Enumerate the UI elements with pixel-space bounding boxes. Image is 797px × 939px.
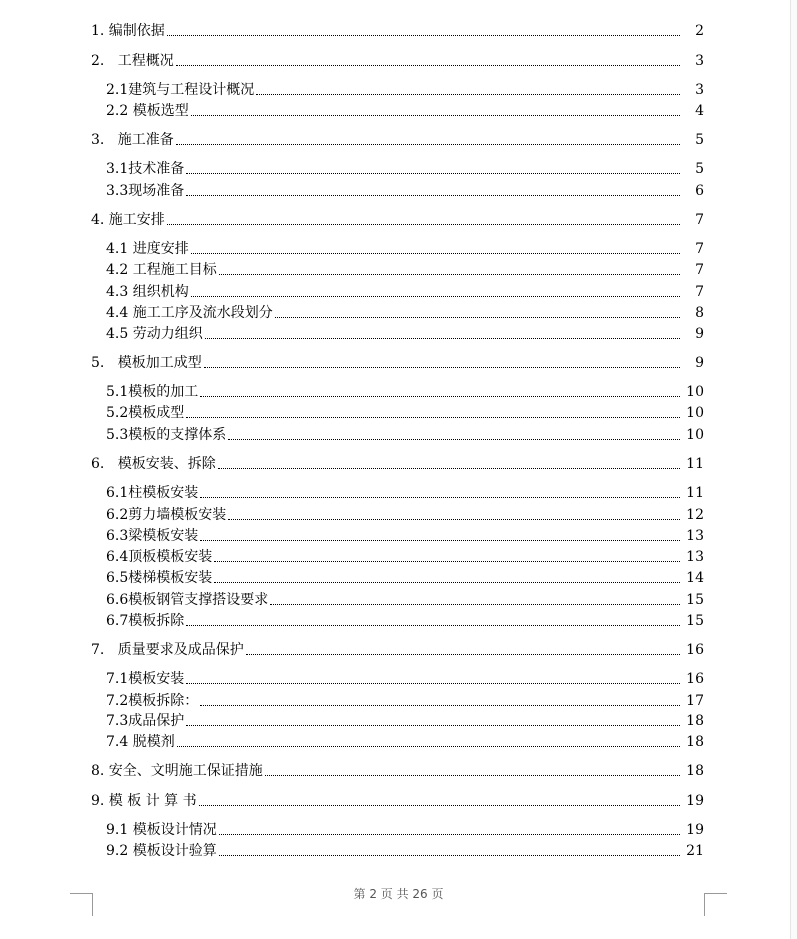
toc-dot-leader: [177, 745, 680, 747]
toc-entry-page-number: 9: [695, 355, 704, 371]
toc-entry-title: 4.1 进度安排: [106, 241, 189, 257]
toc-entry-title: 3.3现场准备: [106, 183, 185, 199]
toc-entry-page-number: 21: [686, 843, 704, 859]
toc-dot-leader: [191, 295, 680, 297]
toc-entry[interactable]: [0, 546, 797, 566]
toc-entry-page-number: 18: [686, 713, 704, 729]
toc-entry-title: 2. 工程概况: [91, 53, 174, 69]
toc-entry-title: 1. 编制依据: [91, 23, 165, 39]
toc-entry-title: 9. 模 板 计 算 书: [91, 793, 197, 809]
toc-entry[interactable]: [0, 20, 797, 40]
toc-entry[interactable]: [0, 352, 797, 372]
footer-corner-mark-left: [70, 893, 93, 916]
toc-entry[interactable]: [0, 79, 797, 99]
toc-entry-page-number: 6: [695, 183, 704, 199]
toc-entry-page-number: 7: [695, 262, 704, 278]
toc-dot-leader: [228, 438, 680, 440]
toc-entry-title: 3. 施工准备: [91, 132, 174, 148]
toc-dot-leader: [214, 560, 680, 562]
toc-entry-page-number: 19: [686, 822, 704, 838]
toc-dot-leader: [204, 366, 680, 368]
toc-dot-leader: [167, 223, 680, 225]
toc-dot-leader: [246, 653, 680, 655]
toc-entry[interactable]: [0, 731, 797, 751]
toc-entry-title: 5. 模板加工成型: [91, 355, 202, 371]
toc-entry[interactable]: [0, 100, 797, 120]
toc-dot-leader: [199, 804, 680, 806]
toc-dot-leader: [186, 416, 680, 418]
toc-entry-title: 4.4 施工工序及流水段划分: [106, 305, 273, 321]
toc-entry[interactable]: [0, 589, 797, 609]
toc-entry[interactable]: [0, 424, 797, 444]
toc-entry[interactable]: [0, 639, 797, 659]
toc-dot-leader: [228, 518, 680, 520]
toc-entry-title: 3.1技术准备: [106, 161, 185, 177]
toc-dot-leader: [219, 854, 680, 856]
toc-entry-title: 2.1建筑与工程设计概况: [106, 82, 255, 98]
toc-entry-page-number: 13: [686, 549, 704, 565]
toc-entry[interactable]: [0, 381, 797, 401]
toc-entry-title: 4.3 组织机构: [106, 284, 189, 300]
toc-entry-title: 6.3梁模板安装: [106, 528, 199, 544]
toc-entry[interactable]: [0, 180, 797, 200]
toc-entry-title: 5.3模板的支撑体系: [106, 427, 227, 443]
toc-entry-title: 4. 施工安排: [91, 212, 165, 228]
toc-entry-page-number: 7: [695, 241, 704, 257]
toc-entry-title: 7.4 脱模剂: [106, 734, 175, 750]
toc-entry-page-number: 16: [686, 671, 704, 687]
toc-entry-page-number: 19: [686, 793, 704, 809]
toc-dot-leader: [200, 395, 680, 397]
toc-entry-title: 4.2 工程施工目标: [106, 262, 217, 278]
toc-entry-page-number: 5: [695, 161, 704, 177]
toc-dot-leader: [218, 467, 680, 469]
toc-entry[interactable]: [0, 504, 797, 524]
toc-dot-leader: [219, 273, 680, 275]
toc-entry[interactable]: [0, 323, 797, 343]
toc-entry-page-number: 18: [686, 763, 704, 779]
toc-entry[interactable]: [0, 819, 797, 839]
toc-entry[interactable]: [0, 402, 797, 422]
toc-entry[interactable]: [0, 710, 797, 730]
toc-entry-title: 6. 模板安装、拆除: [91, 456, 216, 472]
toc-dot-leader: [176, 64, 680, 66]
toc-dot-leader: [167, 34, 680, 36]
toc-entry-title: 9.1 模板设计情况: [106, 822, 217, 838]
toc-entry[interactable]: [0, 482, 797, 502]
toc-entry-page-number: 17: [686, 693, 704, 709]
toc-entry[interactable]: [0, 158, 797, 178]
toc-dot-leader: [275, 316, 680, 318]
toc-entry[interactable]: [0, 259, 797, 279]
toc-entry-page-number: 2: [695, 23, 704, 39]
toc-entry-title: 6.1柱模板安装: [106, 485, 199, 501]
toc-entry-page-number: 3: [695, 82, 704, 98]
toc-dot-leader: [214, 581, 680, 583]
toc-dot-leader: [256, 93, 680, 95]
toc-entry-title: 6.7模板拆除: [106, 613, 185, 629]
toc-entry-title: 9.2 模板设计验算: [106, 843, 217, 859]
toc-entry-page-number: 10: [686, 384, 704, 400]
toc-dot-leader: [200, 539, 680, 541]
toc-dot-leader: [219, 833, 680, 835]
toc-entry[interactable]: [0, 760, 797, 780]
toc-entry-page-number: 7: [695, 212, 704, 228]
toc-entry[interactable]: [0, 238, 797, 258]
toc-dot-leader: [186, 194, 680, 196]
toc-entry-title: 7. 质量要求及成品保护: [91, 642, 244, 658]
toc-dot-leader: [191, 114, 680, 116]
toc-entry-title: 4.5 劳动力组织: [106, 326, 203, 342]
toc-entry-page-number: 4: [695, 103, 704, 119]
toc-entry[interactable]: [0, 525, 797, 545]
footer-corner-mark-right: [704, 893, 727, 916]
toc-dot-leader: [200, 496, 680, 498]
toc-dot-leader: [205, 337, 680, 339]
toc-entry[interactable]: [0, 281, 797, 301]
toc-dot-leader: [186, 624, 680, 626]
toc-dot-leader: [200, 704, 680, 706]
toc-entry-title: 5.1模板的加工: [106, 384, 199, 400]
toc-dot-leader: [191, 252, 680, 254]
toc-entry-page-number: 18: [686, 734, 704, 750]
toc-entry-page-number: 3: [695, 53, 704, 69]
toc-entry-title: 6.6模板钢管支撑搭设要求: [106, 592, 269, 608]
toc-entry[interactable]: [0, 840, 797, 860]
toc-entry[interactable]: [0, 610, 797, 630]
toc-entry-title: 7.3成品保护: [106, 713, 185, 729]
toc-entry-title: 5.2模板成型: [106, 405, 185, 421]
toc-entry-title: 2.2 模板选型: [106, 103, 189, 119]
toc-dot-leader: [186, 682, 680, 684]
toc-entry-title: 6.2剪力墙模板安装: [106, 507, 227, 523]
toc-entry[interactable]: [0, 50, 797, 70]
toc-dot-leader: [176, 143, 680, 145]
toc-entry-title: 6.4顶板模板安装: [106, 549, 213, 565]
toc-entry-page-number: 8: [695, 305, 704, 321]
toc-entry-page-number: 12: [686, 507, 704, 523]
page-footer: 第 2 页 共 26 页: [353, 887, 444, 901]
toc-dot-leader: [186, 172, 680, 174]
toc-entry-page-number: 9: [695, 326, 704, 342]
toc-entry-page-number: 16: [686, 642, 704, 658]
toc-dot-leader: [270, 603, 680, 605]
toc-entry-page-number: 7: [695, 284, 704, 300]
toc-entry-page-number: 13: [686, 528, 704, 544]
toc-entry[interactable]: [0, 790, 797, 810]
toc-entry-page-number: 15: [686, 613, 704, 629]
toc-entry[interactable]: [0, 690, 797, 710]
toc-entry[interactable]: [0, 453, 797, 473]
toc-entry-page-number: 10: [686, 427, 704, 443]
toc-entry-page-number: 5: [695, 132, 704, 148]
toc-entry-page-number: 11: [686, 485, 704, 501]
toc-entry[interactable]: [0, 129, 797, 149]
toc-dot-leader: [186, 724, 680, 726]
toc-entry-page-number: 15: [686, 592, 704, 608]
toc-entry[interactable]: [0, 209, 797, 229]
toc-entry-title: 8. 安全、文明施工保证措施: [91, 763, 263, 779]
toc-entry[interactable]: [0, 302, 797, 322]
toc-entry[interactable]: [0, 668, 797, 688]
toc-entry-title: 6.5楼梯模板安装: [106, 570, 213, 586]
toc-entry-title: 7.2模板拆除：: [106, 693, 199, 709]
toc-entry-page-number: 11: [686, 456, 704, 472]
toc-dot-leader: [265, 774, 680, 776]
toc-entry-page-number: 14: [686, 570, 704, 586]
toc-entry[interactable]: [0, 567, 797, 587]
toc-entry-page-number: 10: [686, 405, 704, 421]
toc-entry-title: 7.1模板安装: [106, 671, 185, 687]
